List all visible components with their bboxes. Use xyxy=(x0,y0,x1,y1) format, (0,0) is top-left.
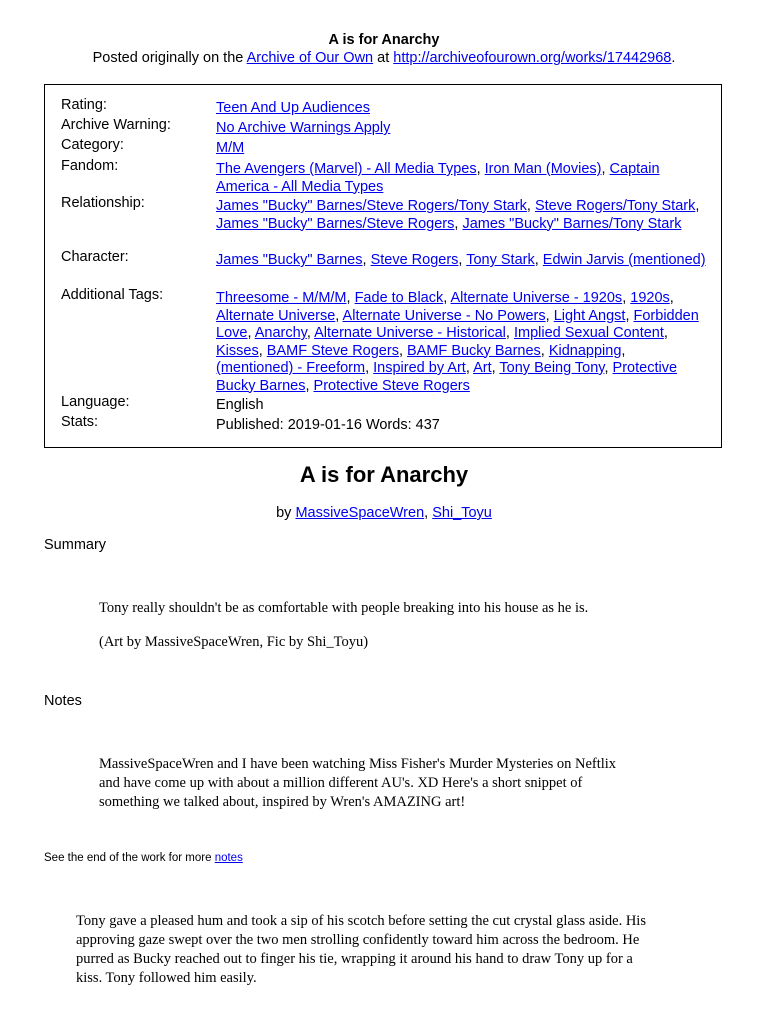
end-notes-pointer xyxy=(44,852,243,864)
posted-prefix: Posted originally on the xyxy=(92,50,244,66)
tag-link[interactable]: Kisses xyxy=(216,342,259,359)
meta-key: Character: xyxy=(61,249,129,265)
meta-key: Rating: xyxy=(61,97,107,113)
tag-link[interactable]: Anarchy xyxy=(254,325,307,341)
metadata-box xyxy=(44,84,722,448)
meta-value: Published: 2019-01-16 Words: 437 xyxy=(216,417,440,433)
author-link[interactable]: MassiveSpaceWren xyxy=(295,505,425,521)
body-line: Tony gave a pleased hum and took a sip of his scotch before setting the cut crystal glass aside. His xyxy=(76,913,646,929)
tag-link[interactable]: Iron Man (Movies) xyxy=(484,161,602,177)
tag-link[interactable]: M/M xyxy=(216,140,245,156)
meta-key: Category: xyxy=(61,137,124,153)
tag-link[interactable]: Threesome - M/M/M xyxy=(216,290,347,306)
meta-values xyxy=(216,140,706,158)
tag-link[interactable]: Implied Sexual Content xyxy=(513,325,664,341)
tag-link[interactable]: Kidnapping xyxy=(548,342,622,359)
tag-link[interactable]: The Avengers (Marvel) - All Media Types xyxy=(216,161,477,177)
tag-link[interactable]: No Archive Warnings Apply xyxy=(216,120,391,136)
meta-values: James "Bucky" Barnes/Steve Rogers/Tony Stark, Steve Rogers/Tony Stark, James "Bucky" Barnes/Steve Rogers, James "Bucky" Barnes/Tony Stark xyxy=(216,198,700,232)
author-link[interactable]: Shi_Toyu xyxy=(432,505,492,521)
meta-value: English xyxy=(216,397,264,413)
tag-link[interactable]: Tony Being Tony xyxy=(499,360,605,376)
tag-link[interactable]: James "Bucky" Barnes/Tony Stark xyxy=(462,215,682,232)
posted-suffix: . xyxy=(671,50,676,66)
meta-key: Additional Tags: xyxy=(61,287,164,303)
work-url-link[interactable]: http://archiveofourown.org/works/17442968 xyxy=(393,50,672,66)
tag-link[interactable]: James "Bucky" Barnes/Steve Rogers/Tony Stark xyxy=(216,198,527,214)
by-label: by xyxy=(276,505,292,521)
meta-values xyxy=(216,100,706,118)
body-line: approving gaze swept over the two men strolling confidently toward him across the bedroom. He xyxy=(76,932,640,948)
notes-heading: Notes xyxy=(44,693,82,709)
meta-values: Threesome - M/M/M, Fade to Black, Alternate Universe - 1920s, 1920s, Alternate Universe, Alternate Universe - No Powers, Light Angst, Forbidden Love, Anarchy, Alternate Universe - Historical, Implied Sexual Content, Kisses, BAMF Steve Rogers, BAMF Bucky Barnes, Kidnapping, (mentioned) - Freeform, Inspired by Art, Art, Tony Being Tony, Protective Bucky Barnes, Protective Steve Rogers xyxy=(216,290,699,394)
summary-text: Tony really shouldn't be as comfortable with people breaking into his house as he is. xyxy=(99,600,589,616)
meta-key: Relationship: xyxy=(61,195,145,211)
tag-link[interactable]: Inspired by Art xyxy=(373,360,466,376)
tag-link[interactable]: James "Bucky" Barnes/Steve Rogers xyxy=(216,215,455,232)
tag-link[interactable]: BAMF Bucky Barnes xyxy=(407,342,541,359)
tag-link[interactable]: Protective Bucky Barnes xyxy=(216,360,678,394)
work-title: A is for Anarchy xyxy=(299,462,469,487)
meta-key: Archive Warning: xyxy=(61,117,171,133)
notes-line: MassiveSpaceWren and I have been watching Miss Fisher's Murder Mysteries on Neftlix xyxy=(99,756,617,772)
tag-link[interactable]: Alternate Universe - 1920s xyxy=(450,290,623,306)
tag-link[interactable]: 1920s xyxy=(630,290,670,306)
tag-link[interactable]: Fade to Black xyxy=(354,290,444,306)
tag-link[interactable]: Forbidden Love xyxy=(216,307,699,341)
notes-line: something we talked about, inspired by Wren's AMAZING art! xyxy=(99,794,466,810)
meta-values: The Avengers (Marvel) - All Media Types, Iron Man (Movies), Captain America - All Media Types xyxy=(216,161,660,195)
tag-link[interactable]: Steve Rogers xyxy=(370,252,459,268)
tag-link[interactable]: (mentioned) - Freeform xyxy=(216,360,366,376)
posted-line xyxy=(0,50,768,66)
summary-heading: Summary xyxy=(44,537,107,553)
tag-link[interactable]: Tony Stark xyxy=(466,252,535,268)
body-line: purred as Bucky reached out to finger his tie, wrapping it around his hand to draw Tony up for a xyxy=(76,951,633,967)
meta-key: Stats: xyxy=(61,414,99,430)
meta-values: James "Bucky" Barnes, Steve Rogers, Tony Stark, Edwin Jarvis (mentioned) xyxy=(216,252,706,268)
archive-link[interactable]: Archive of Our Own xyxy=(246,50,374,66)
end-notes-prefix: See the end of the work for more xyxy=(44,852,212,864)
tag-link[interactable]: Teen And Up Audiences xyxy=(216,100,370,116)
tag-link[interactable]: BAMF Steve Rogers xyxy=(266,342,399,359)
tag-link[interactable]: Alternate Universe xyxy=(216,307,336,324)
tag-link[interactable]: Alternate Universe - Historical xyxy=(314,325,506,341)
tag-link[interactable]: Steve Rogers/Tony Stark xyxy=(534,198,696,214)
tag-link[interactable]: Light Angst xyxy=(553,307,626,324)
tag-link[interactable]: Alternate Universe - No Powers xyxy=(342,307,546,324)
tag-link[interactable]: Protective Steve Rogers xyxy=(313,377,470,394)
byline: by MassiveSpaceWren, Shi_Toyu xyxy=(276,505,492,521)
meta-key: Fandom: xyxy=(61,158,119,174)
meta-key: Language: xyxy=(61,394,130,410)
tag-link[interactable]: James "Bucky" Barnes xyxy=(216,252,363,268)
document-title: A is for Anarchy xyxy=(328,32,440,48)
tag-link[interactable]: Edwin Jarvis (mentioned) xyxy=(542,252,706,268)
end-notes-link[interactable]: notes xyxy=(214,852,243,864)
tag-link[interactable]: Captain America - All Media Types xyxy=(216,161,660,195)
posted-mid: at xyxy=(377,50,390,66)
notes-line: and have come up with about a million different AU's. XD Here's a short snippet of xyxy=(99,775,583,791)
summary-credit: (Art by MassiveSpaceWren, Fic by Shi_Toyu) xyxy=(99,634,369,650)
body-line: kiss. Tony followed him easily. xyxy=(76,970,257,986)
meta-values xyxy=(216,120,706,138)
tag-link[interactable]: Art xyxy=(473,360,492,376)
